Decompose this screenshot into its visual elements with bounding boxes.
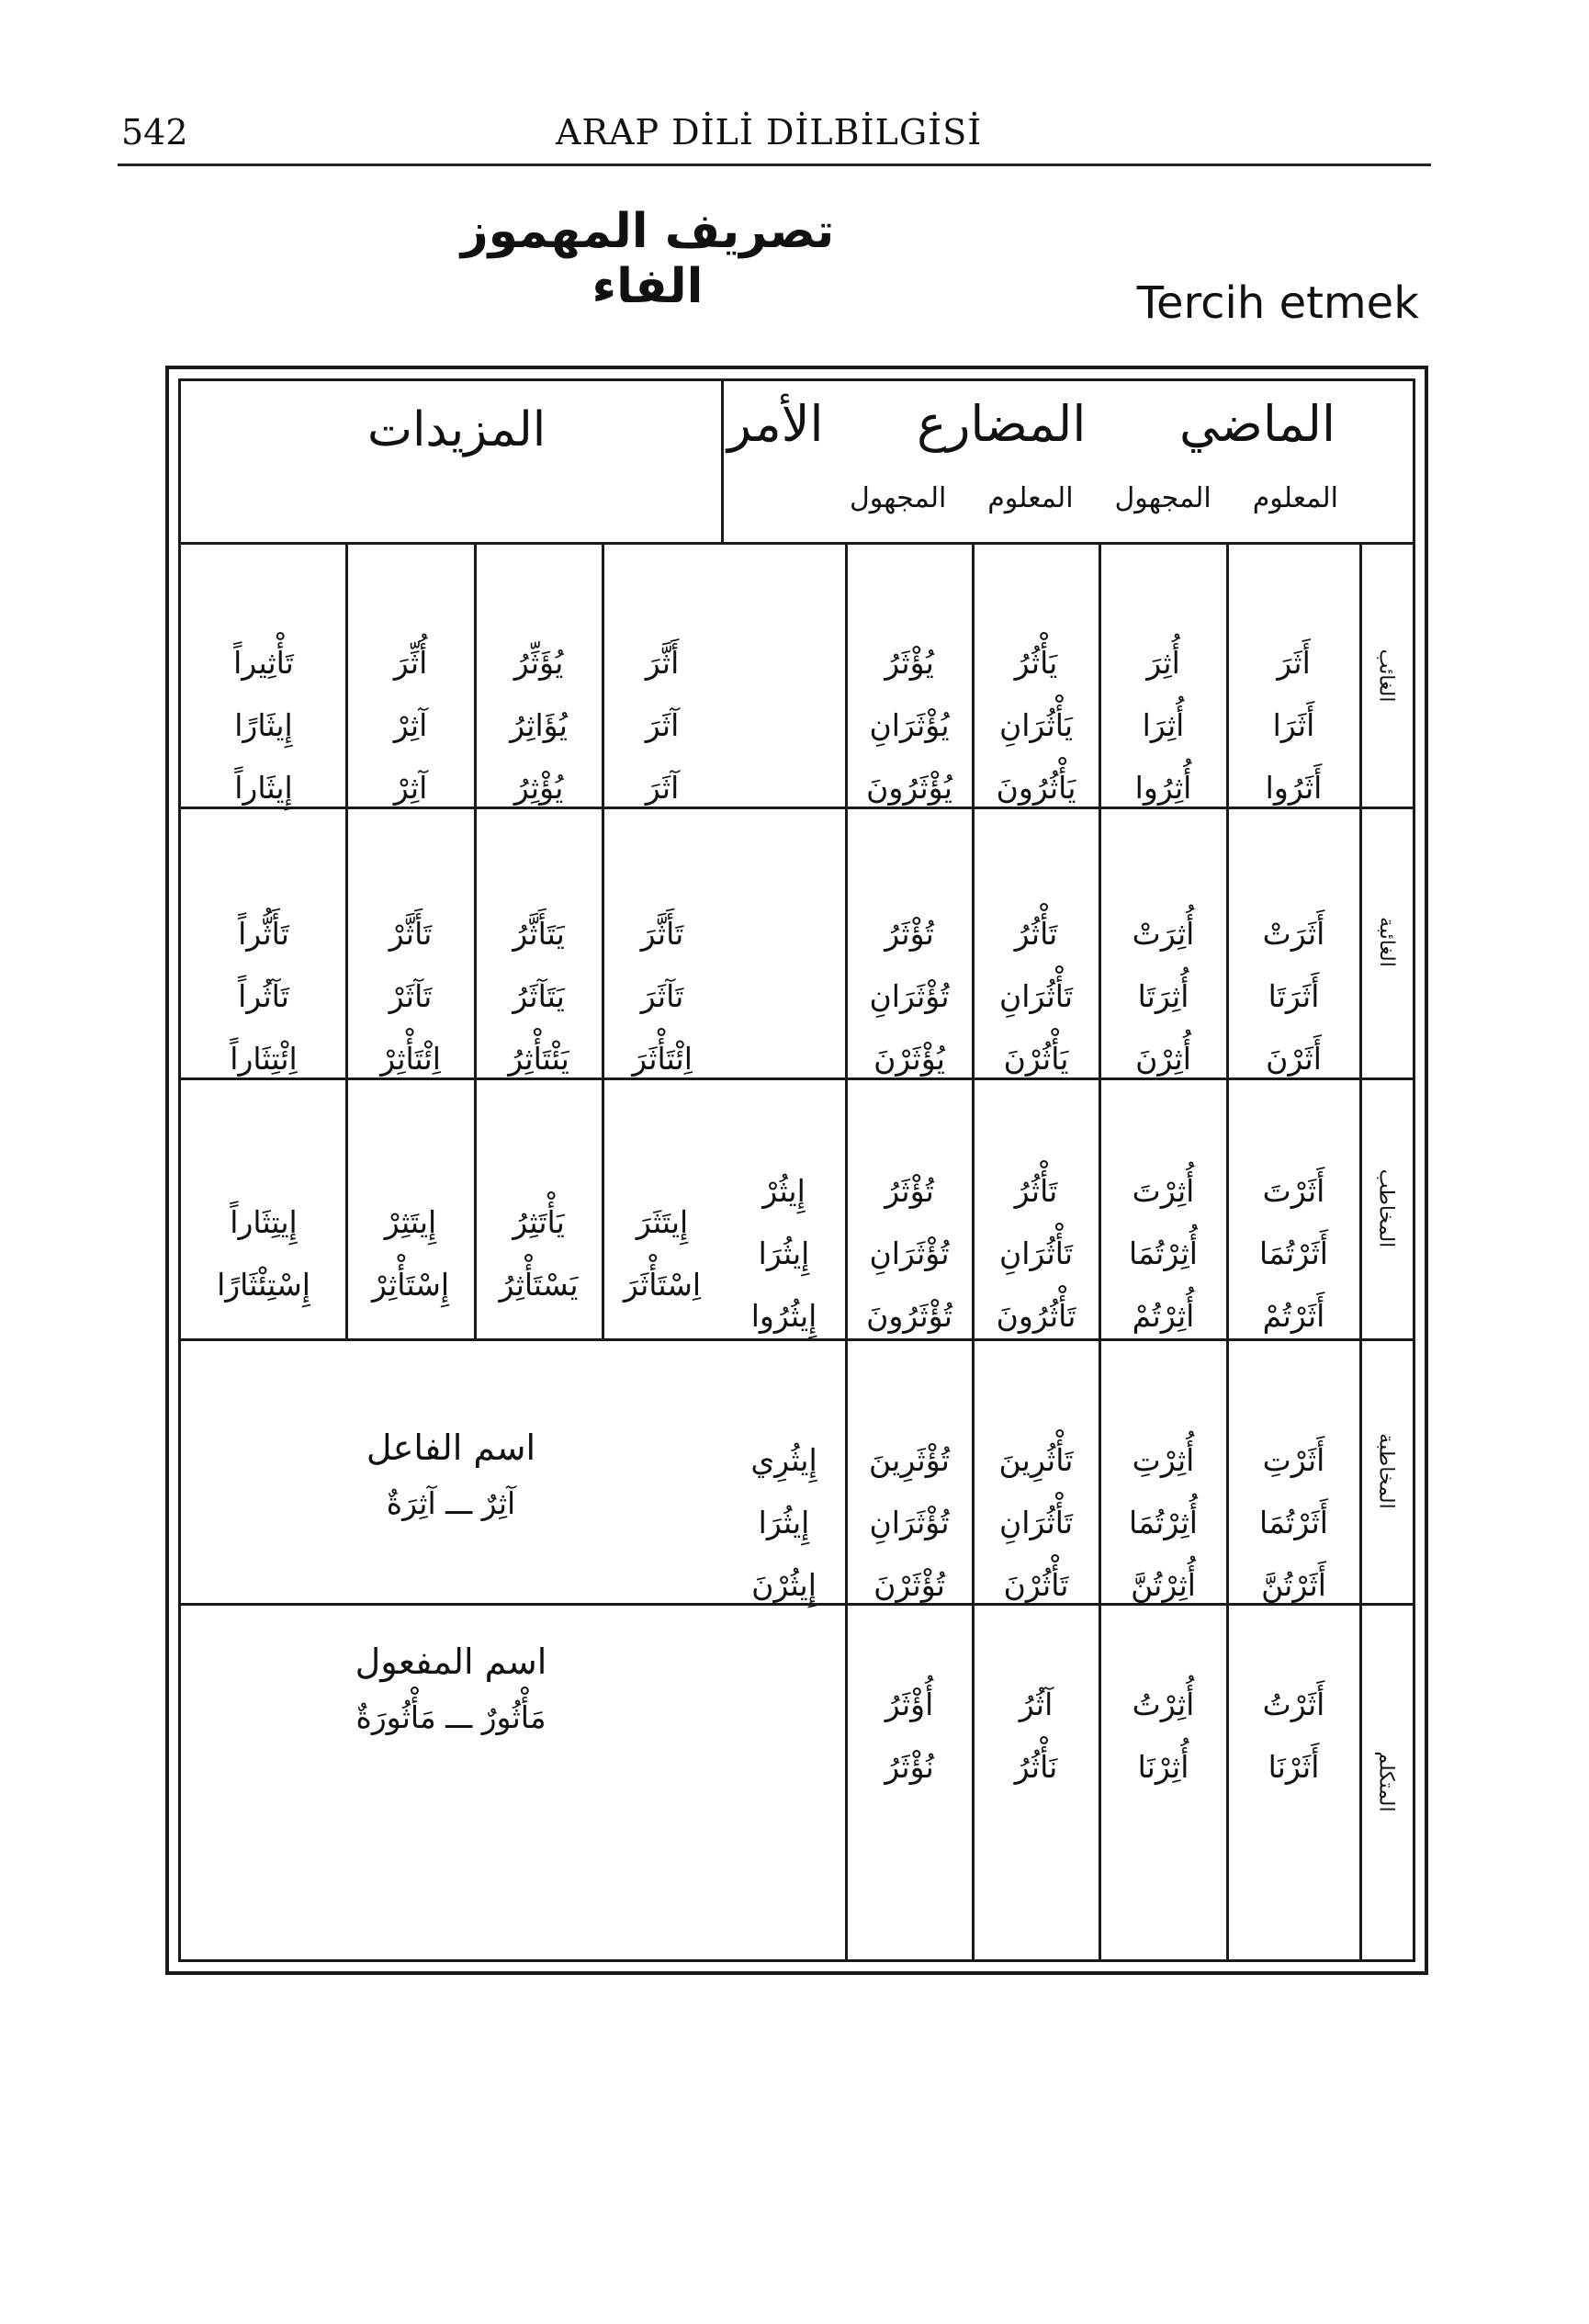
running-title: ARAP DİLİ DİLBİLGİSİ bbox=[556, 112, 983, 152]
verb-form: يَئْتَأْثِرُ bbox=[508, 1041, 569, 1077]
derived-form-cell bbox=[478, 903, 600, 1090]
conjugation-cell bbox=[849, 1674, 970, 1799]
verb-form: إِيثُرِي bbox=[750, 1442, 817, 1478]
column-divider bbox=[1099, 544, 1101, 1959]
verb-form: يُؤْثِرُ bbox=[513, 770, 564, 806]
verb-form: أَثَرْنَا bbox=[1268, 1749, 1320, 1785]
conjugation-cell bbox=[1102, 1674, 1224, 1799]
verb-form: إِيثُرْ bbox=[762, 1173, 806, 1209]
verb-form: اِئْتِثَاراً bbox=[230, 1041, 298, 1077]
verb-form: يُؤْثَرْنَ bbox=[873, 1041, 945, 1077]
verb-form: إِيثُرَا bbox=[758, 1235, 810, 1271]
verb-form: يَتَآثَرُ bbox=[513, 978, 565, 1014]
verb-form: إِيثَارًا bbox=[234, 707, 293, 743]
person-label-text: الغائبة bbox=[1374, 917, 1398, 967]
verb-form: أُثِرُوا bbox=[1134, 770, 1192, 806]
conjugation-cell bbox=[725, 1160, 843, 1348]
person-label bbox=[1359, 1338, 1413, 1603]
verb-form: أُثِرَ bbox=[1146, 645, 1180, 681]
conjugation-cell bbox=[1102, 903, 1224, 1090]
verb-form: أُثِّرَ bbox=[393, 645, 428, 681]
verb-form: تَأْثُرِينَ bbox=[998, 1442, 1074, 1478]
verb-form: يَتَأَثَّرُ bbox=[513, 916, 565, 952]
verb-form: إِسْتِئْثَارًا bbox=[217, 1267, 310, 1303]
mazidat-header: المزيدات bbox=[367, 402, 547, 457]
verb-form: إِيتَثِرْ bbox=[384, 1204, 437, 1240]
verb-form: أَثَرَتْ bbox=[1262, 916, 1325, 952]
verb-form: اِئْتَأْثِرْ bbox=[380, 1041, 441, 1077]
verb-form: تَأَثُّراً bbox=[238, 916, 289, 952]
verb-form: يُؤْثَرُ bbox=[885, 645, 934, 681]
tense-header: الماضي المضارع الأمر bbox=[727, 395, 1335, 453]
verb-form: أُثِرْتُنَّ bbox=[1131, 1567, 1196, 1603]
conjugation-cell bbox=[1102, 1160, 1224, 1348]
conjugation-cell bbox=[975, 1160, 1097, 1348]
verb-form: آثِرْ bbox=[393, 707, 428, 743]
person-label-text: المتكلم bbox=[1374, 1750, 1398, 1812]
verb-form: يَأْتَثِرُ bbox=[513, 1204, 565, 1240]
verb-form: أَثَرْتُمَا bbox=[1259, 1505, 1328, 1540]
derived-form-cell bbox=[349, 903, 472, 1090]
conjugation-cell bbox=[1230, 1160, 1358, 1348]
derived-form-cell bbox=[184, 903, 344, 1090]
verb-form: يَأْثُرْنَ bbox=[1003, 1041, 1069, 1077]
participle-forms: مَأْثُورٌ ـــ مَأْثُورَةٌ bbox=[355, 1699, 547, 1735]
verb-form: أَثَرْتُمَا bbox=[1259, 1235, 1328, 1271]
conjugation-cell bbox=[725, 1429, 843, 1617]
verb-form: أُثِرْتُ bbox=[1132, 1687, 1195, 1722]
page-number: 542 bbox=[121, 112, 188, 152]
verb-form: أَثَرَتَا bbox=[1268, 978, 1320, 1014]
verb-form: إِيثُرَا bbox=[758, 1505, 810, 1540]
derived-form-cell bbox=[605, 632, 719, 819]
verb-form: أُثِرَتْ bbox=[1132, 916, 1195, 952]
conjugation-cell bbox=[1230, 903, 1358, 1090]
verb-form: تَأْثُرَانِ bbox=[998, 978, 1074, 1014]
participle-label: اسم المفعول bbox=[355, 1641, 547, 1682]
verb-form: تُؤْثَرْنَ bbox=[873, 1567, 945, 1603]
verb-form: أَثَرْتُنَّ bbox=[1261, 1567, 1326, 1603]
person-label bbox=[1359, 1077, 1413, 1338]
verb-form: تُؤْثَرَانِ bbox=[869, 1235, 950, 1271]
verb-form: تَأَثَّرْ bbox=[389, 916, 433, 952]
verb-form: تُؤْثَرُ bbox=[885, 1173, 934, 1209]
verb-form: تُؤْثَرِينَ bbox=[869, 1442, 950, 1478]
derived-form-cell bbox=[184, 1191, 344, 1316]
subtitle: Tercih etmek bbox=[1136, 277, 1419, 329]
header-rule bbox=[118, 164, 1431, 166]
conjugation-cell bbox=[1102, 632, 1224, 819]
conjugation-cell bbox=[849, 1429, 970, 1617]
verb-form: يَأْثُرُ bbox=[1014, 645, 1058, 681]
verb-form: تَأْثُرْنَ bbox=[1003, 1567, 1069, 1603]
verb-form: تُؤْثَرَانِ bbox=[869, 1505, 950, 1540]
mazidat-column-divider bbox=[602, 544, 604, 1338]
verb-form: أَثَرَ bbox=[1277, 645, 1311, 681]
conjugation-cell bbox=[975, 903, 1097, 1090]
verb-form: تُؤْثَرُ bbox=[885, 916, 934, 952]
verb-form: إِيثُرُوا bbox=[750, 1298, 817, 1334]
verb-form: إِيثُرْنَ bbox=[751, 1567, 817, 1603]
column-divider bbox=[1226, 544, 1229, 1959]
person-label bbox=[1359, 1603, 1413, 1959]
verb-form: تَأْثُرُ bbox=[1014, 1173, 1058, 1209]
verb-form: يُؤَاثِرُ bbox=[510, 707, 568, 743]
conjugation-cell bbox=[1230, 1429, 1358, 1617]
voice-header: المعلوم المجهول المعلوم المجهول bbox=[850, 482, 1338, 514]
verb-form: أَثَرْتُ bbox=[1262, 1687, 1325, 1722]
verb-form: تَأْثُرَانِ bbox=[998, 1235, 1074, 1271]
section-title: تصريف المهموز الفاء bbox=[460, 204, 835, 314]
verb-form: تَأْثِيراً bbox=[233, 645, 294, 681]
verb-form: أُثِرْنَا bbox=[1137, 1749, 1189, 1785]
verb-form: يَسْتَأْثِرُ bbox=[499, 1267, 579, 1303]
verb-form: يَأْثُرَانِ bbox=[998, 707, 1074, 743]
verb-form: تَأْثُرُونَ bbox=[996, 1298, 1076, 1334]
verb-form: تَأَثَّرَ bbox=[640, 916, 684, 952]
verb-form: أُثِرَتَا bbox=[1137, 978, 1189, 1014]
verb-form: تَأْثُرُ bbox=[1014, 916, 1058, 952]
passive-participle bbox=[180, 1633, 722, 1745]
conjugation-cell bbox=[1230, 1674, 1358, 1799]
verb-form: إِيتَثَرَ bbox=[636, 1204, 689, 1240]
participle-label: اسم الفاعل bbox=[366, 1427, 536, 1468]
conjugation-cell bbox=[1230, 632, 1358, 819]
verb-form: أَثَرْنَ bbox=[1266, 1041, 1322, 1077]
verb-form: إِسْتَأْثِرْ bbox=[371, 1267, 450, 1303]
verb-form: يَأْثُرُونَ bbox=[996, 770, 1076, 806]
verb-form: أُثِرْتَ bbox=[1132, 1173, 1195, 1209]
conjugation-cell bbox=[975, 632, 1097, 819]
participle-forms: آثِرٌ ـــ آثِرَةٌ bbox=[386, 1485, 516, 1521]
verb-form: اِسْتَأْثَرَ bbox=[623, 1267, 702, 1303]
verb-form: أَثَرْتُمْ bbox=[1262, 1298, 1325, 1334]
verb-form: أَثَرُوا bbox=[1265, 770, 1323, 806]
conjugation-cell bbox=[849, 1160, 970, 1348]
verb-form: أُثِرْنَ bbox=[1135, 1041, 1191, 1077]
verb-form: نَأْثُرُ bbox=[1014, 1749, 1058, 1785]
verb-form: أَثَّرَ bbox=[645, 645, 680, 681]
verb-form: يُؤْثَرُونَ bbox=[866, 770, 952, 806]
mazidat-column-divider bbox=[474, 544, 477, 1338]
verb-form: تَأْثُرَانِ bbox=[998, 1505, 1074, 1540]
verb-form: يُؤَثِّرُ bbox=[513, 645, 564, 681]
conjugation-cell bbox=[849, 903, 970, 1090]
verb-form: آثَرَ bbox=[645, 707, 680, 743]
conjugation-cell bbox=[849, 632, 970, 819]
derived-form-cell bbox=[478, 1191, 600, 1316]
verb-form: تُؤْثَرَانِ bbox=[869, 978, 950, 1014]
person-label-text: المخاطب bbox=[1374, 1168, 1398, 1247]
verb-form: أَثَرْتَ bbox=[1262, 1173, 1325, 1209]
verb-form: اِئْتَأْثَرَ bbox=[632, 1041, 693, 1077]
person-label-text: المخاطبة bbox=[1374, 1432, 1398, 1509]
verb-form: أَثَرْتِ bbox=[1262, 1442, 1325, 1478]
derived-form-cell bbox=[605, 1191, 719, 1316]
verb-form: إِيثَاراً bbox=[234, 770, 293, 806]
verb-form: نُؤْثَرُ bbox=[885, 1749, 934, 1785]
derived-form-cell bbox=[349, 1191, 472, 1316]
verb-form: أُثِرْتُمْ bbox=[1132, 1298, 1195, 1334]
column-divider bbox=[972, 544, 975, 1959]
header-divider-horizontal bbox=[178, 542, 1415, 545]
verb-form: أَثَرَا bbox=[1272, 707, 1315, 743]
verb-form: آثُرُ bbox=[1019, 1687, 1054, 1722]
verb-form: آثَرَ bbox=[645, 770, 680, 806]
verb-form: أُؤْثَرُ bbox=[885, 1687, 934, 1722]
mazidat-column-divider bbox=[345, 544, 348, 1338]
column-divider bbox=[845, 544, 848, 1959]
verb-form: تَآثَرَ bbox=[640, 978, 684, 1014]
verb-form: تَآثَرْ bbox=[389, 978, 433, 1014]
verb-form: إِيتِثَاراً bbox=[230, 1204, 298, 1240]
conjugation-cell bbox=[975, 1674, 1097, 1799]
conjugation-cell bbox=[975, 1429, 1097, 1617]
derived-form-cell bbox=[478, 632, 600, 819]
verb-form: أُثِرْتُمَا bbox=[1129, 1505, 1198, 1540]
verb-form: آثِرْ bbox=[393, 770, 428, 806]
header-divider-vertical bbox=[721, 378, 724, 544]
verb-form: يُؤْثَرَانِ bbox=[869, 707, 950, 743]
derived-form-cell bbox=[349, 632, 472, 819]
verb-form: أُثِرْتِ bbox=[1132, 1442, 1195, 1478]
verb-form: تُؤْثَرُونَ bbox=[866, 1298, 952, 1334]
person-label bbox=[1359, 544, 1413, 807]
verb-form: أُثِرَا bbox=[1142, 707, 1185, 743]
verb-form: تَآثُراً bbox=[238, 978, 289, 1014]
derived-form-cell bbox=[184, 632, 344, 819]
derived-form-cell bbox=[605, 903, 719, 1090]
active-participle bbox=[180, 1419, 722, 1531]
verb-form: أُثِرْتُمَا bbox=[1129, 1235, 1198, 1271]
conjugation-cell bbox=[1102, 1429, 1224, 1617]
person-label-text: الغائب bbox=[1374, 649, 1398, 702]
person-label bbox=[1359, 807, 1413, 1077]
